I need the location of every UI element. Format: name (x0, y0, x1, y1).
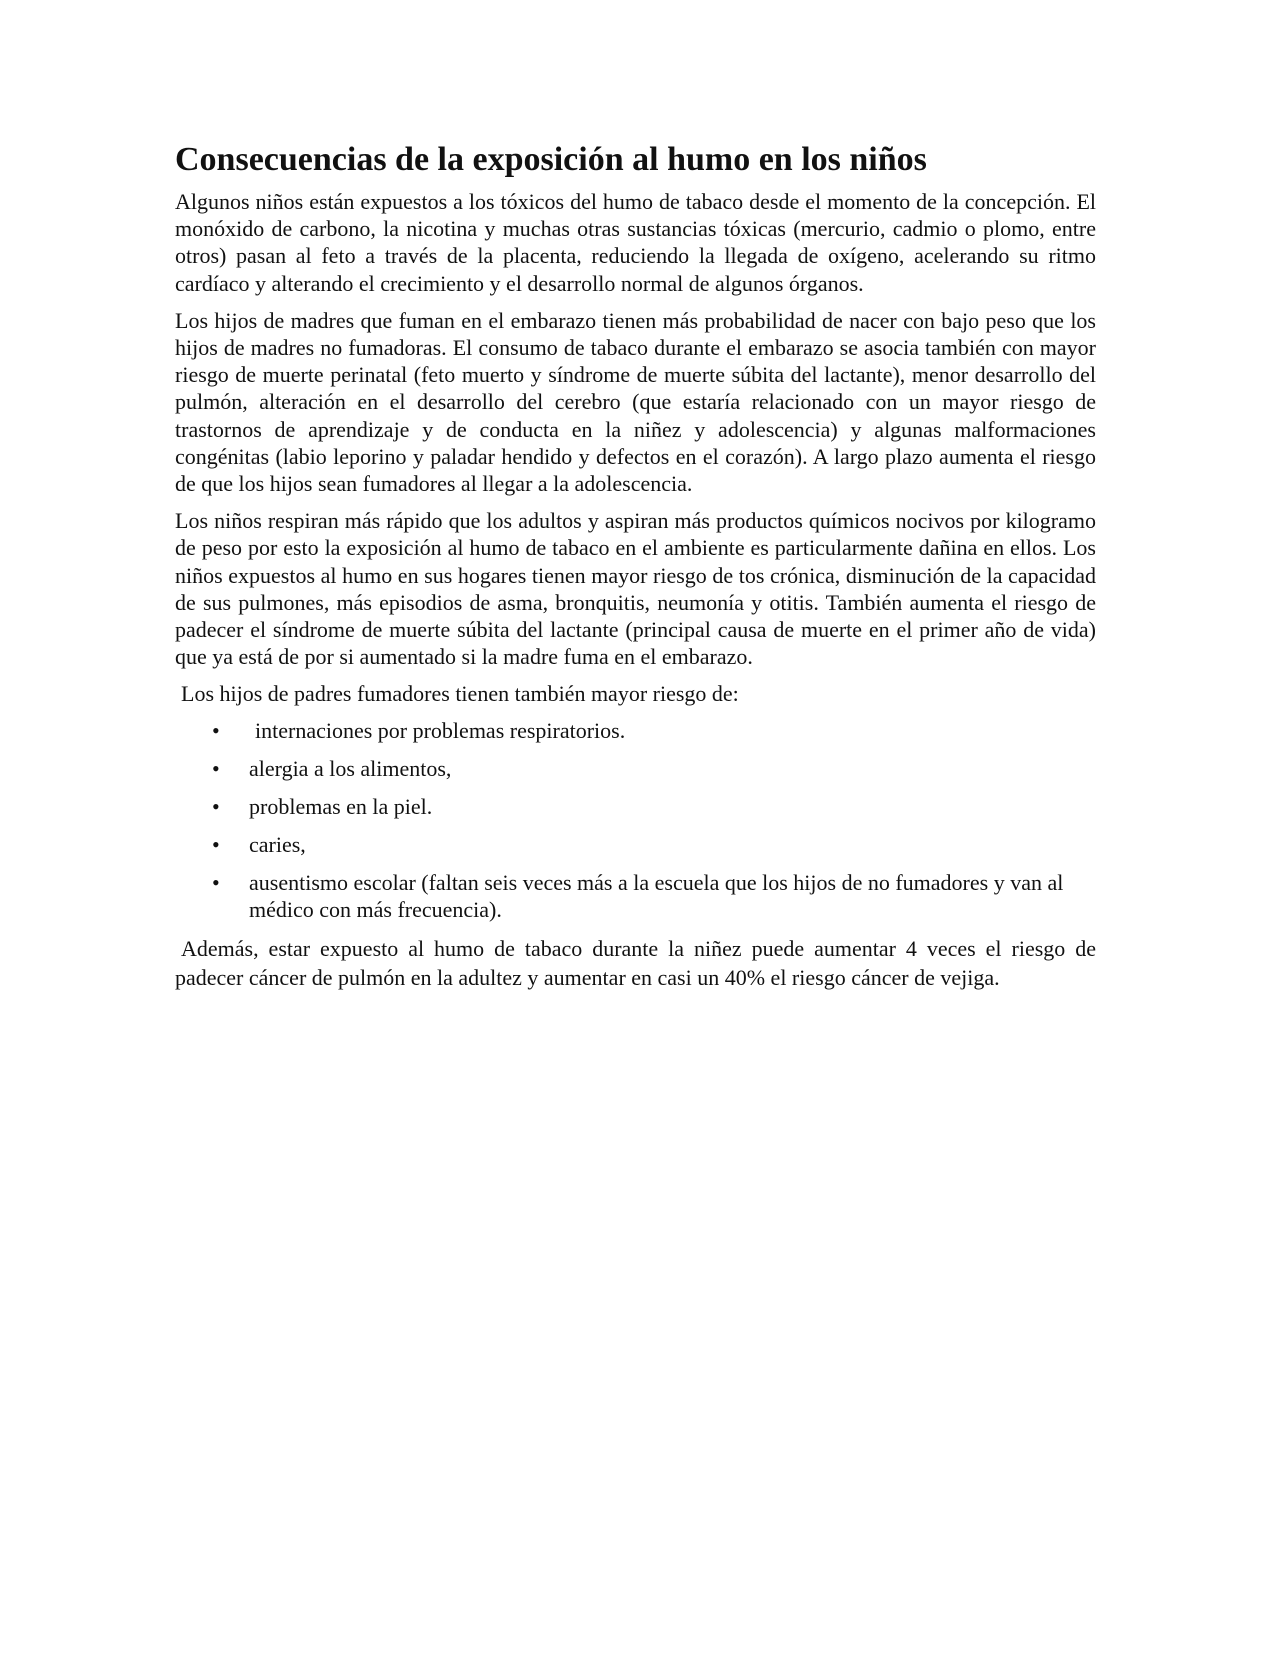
list-item (175, 831, 1096, 858)
bullet-icon: • (212, 794, 220, 820)
paragraph-conception: Algunos niños están expuestos a los tóxicos del humo de tabaco desde el momento de la concepción. El monóxido de carbono, la nicotina y muchas otras sustancias tóxicas (mercurio, cadmio o plomo, entre otros) pasan al feto a través de la placenta, reduciendo la llegada de oxígeno, acelerando su ritmo cardíaco y alterando el crecimiento y el desarrollo normal de algunos órganos. (175, 189, 1096, 296)
bullet-icon: • (212, 756, 220, 782)
list-item-text: problemas en la piel. (249, 794, 433, 820)
paragraph-closing: Además, estar expuesto al humo de tabaco durante la niñez puede aumentar 4 veces el riesgo de padecer cáncer de pulmón en la adultez y aumentar en casi un 40% el riesgo cáncer de vejiga. (175, 936, 1096, 991)
list-item-text: ausentismo escolar (faltan seis veces más a la escuela que los hijos de no fumadores y van al médico con más frecuencia). (249, 870, 1064, 923)
list-item (175, 755, 1096, 782)
page-title: Consecuencias de la exposición al humo en los niños (175, 141, 927, 178)
list-item-text: internaciones por problemas respiratorios. (255, 718, 626, 744)
list-item (175, 717, 1096, 744)
list-item-text: alergia a los alimentos, (249, 756, 452, 782)
list-intro: Los hijos de padres fumadores tienen también mayor riesgo de: (181, 681, 739, 707)
bullet-icon: • (212, 870, 220, 896)
list-item (175, 793, 1096, 820)
bullet-icon: • (212, 832, 220, 858)
paragraph-pregnancy: Los hijos de madres que fuman en el embarazo tienen más probabilidad de nacer con bajo peso que los hijos de madres no fumadoras. El consumo de tabaco durante el embarazo se asocia también con mayor riesgo de muerte perinatal (feto muerto y síndrome de muerte súbita del lactante), menor desarrollo del pulmón, alteración en el desarrollo del cerebro (que estaría relacionado con un mayor riesgo de trastornos de aprendizaje y de conducta en la niñez y adolescencia) y algunas malformaciones congénitas (labio leporino y paladar hendido y defectos en el corazón). A largo plazo aumenta el riesgo de que los hijos sean fumadores al llegar a la adolescencia. (175, 307, 1096, 497)
risk-list (175, 717, 1096, 923)
list-item-text: caries, (249, 832, 306, 858)
document-page (175, 138, 1096, 992)
bullet-icon: • (212, 718, 220, 744)
paragraph-children: Los niños respiran más rápido que los adultos y aspiran más productos químicos nocivos por kilogramo de peso por esto la exposición al humo de tabaco en el ambiente es particularmente dañina en ellos. Los niños expuestos al humo en sus hogares tienen mayor riesgo de tos crónica, disminución de la capacidad de sus pulmones, más episodios de asma, bronquitis, neumonía y otitis. También aumenta el riesgo de padecer el síndrome de muerte súbita del lactante (principal causa de muerte en el primer año de vida) que ya está de por si aumentado si la madre fuma en el embarazo. (175, 508, 1096, 670)
list-item (175, 869, 1096, 923)
